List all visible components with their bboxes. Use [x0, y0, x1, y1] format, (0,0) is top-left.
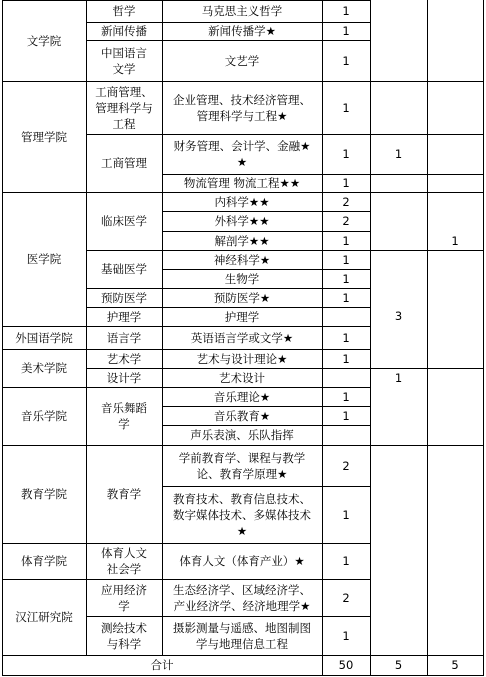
direction-cell: 物流管理 物流工程★★ — [183, 176, 301, 190]
count-cell: 1 — [342, 389, 350, 404]
count-cell: 1 — [342, 252, 350, 267]
discipline-cell: 工商管理 — [101, 156, 147, 170]
count-cell: 1 — [342, 628, 350, 643]
discipline-cell: 中国语言 文学 — [101, 45, 147, 76]
college-cell: 音乐学院 — [21, 409, 67, 423]
direction-cell: 摄影测量与遥感、地图制图 学与地理信息工程 — [173, 620, 311, 651]
direction-cell: 财务管理、会计学、金融★ ★ — [173, 139, 311, 169]
discipline-cell: 护理学 — [106, 309, 142, 324]
direction-cell: 新闻传播学★ — [208, 24, 276, 38]
count-cell: 1 — [342, 507, 350, 522]
college-cell: 美术学院 — [21, 361, 67, 375]
direction-cell: 内科学★★ — [214, 194, 270, 209]
count-cell: 1 — [342, 233, 350, 248]
direction-cell: 艺术设计 — [219, 370, 265, 385]
college-cell: 体育学院 — [21, 554, 67, 568]
discipline-cell: 应用经济 学 — [101, 582, 147, 613]
discipline-cell: 临床医学 — [101, 214, 147, 228]
direction-cell: 马克思主义哲学 — [201, 4, 283, 18]
college-cell: 医学院 — [26, 252, 62, 266]
recruitment-table — [2, 0, 484, 676]
count-cell: 2 — [342, 194, 350, 209]
direction-cell: 音乐教育★ — [213, 408, 271, 423]
total-c1: 50 — [338, 658, 354, 672]
count-cell: 1 — [394, 147, 403, 161]
direction-cell: 预防医学★ — [213, 290, 271, 305]
count-cell: 1 — [342, 408, 350, 423]
count-cell: 1 — [451, 233, 459, 248]
discipline-cell: 哲学 — [112, 4, 136, 18]
count-cell: 1 — [394, 370, 403, 385]
college-cell: 管理学院 — [21, 129, 67, 144]
discipline-cell: 新闻传播 — [101, 24, 147, 38]
college-cell: 汉江研究院 — [15, 610, 73, 624]
college-cell: 文学院 — [26, 33, 62, 48]
count-cell: 1 — [342, 271, 350, 286]
direction-cell: 文艺学 — [224, 53, 260, 68]
discipline-cell: 测绘技术 与科学 — [101, 620, 147, 651]
direction-cell: 企业管理、技术经济管理、 管理科学与工程★ — [173, 92, 311, 123]
discipline-cell: 预防医学 — [101, 290, 147, 305]
count-cell: 1 — [342, 330, 350, 345]
college-cell: 外国语学院 — [15, 330, 73, 345]
direction-cell: 生态经济学、区域经济学、 产业经济学、经济地理学★ — [173, 582, 311, 613]
direction-cell: 护理学 — [224, 309, 260, 324]
direction-cell: 解剖学★★ — [214, 233, 270, 248]
count-cell: 1 — [342, 100, 350, 115]
count-cell: 2 — [342, 214, 350, 228]
direction-cell: 生物学 — [224, 271, 260, 286]
direction-cell: 学前教育学、课程与教学 论、教育学原理★ — [178, 450, 306, 481]
count-cell: 1 — [342, 53, 350, 68]
direction-cell: 神经科学★ — [213, 252, 271, 267]
count-cell: 1 — [342, 4, 350, 18]
total-c2: 5 — [394, 658, 403, 672]
count-cell: 1 — [342, 351, 350, 366]
count-cell: 1 — [342, 24, 350, 38]
discipline-cell: 语言学 — [106, 330, 142, 345]
count-cell: 1 — [342, 176, 350, 190]
discipline-cell: 音乐舞蹈 学 — [101, 401, 147, 431]
total-c3: 5 — [451, 658, 459, 672]
count-cell: 1 — [342, 554, 350, 568]
discipline-cell: 工商管理、 管理科学与 工程 — [95, 84, 153, 131]
discipline-cell: 体育人文 社会学 — [101, 546, 147, 576]
count-cell: 2 — [342, 590, 350, 605]
count-cell: 3 — [394, 309, 403, 323]
direction-cell: 体育人文（体育产业）★ — [179, 554, 305, 568]
discipline-cell: 基础医学 — [101, 262, 147, 276]
direction-cell: 教育技术、教育信息技术、 数字媒体技术、多媒体技术 ★ — [173, 491, 311, 538]
total-label: 合计 — [150, 658, 174, 672]
count-cell: 1 — [342, 147, 350, 161]
count-cell: 2 — [342, 458, 350, 473]
direction-cell: 声乐表演、乐队指挥 — [190, 428, 294, 442]
direction-cell: 外科学★★ — [214, 214, 270, 228]
count-cell: 1 — [342, 290, 350, 305]
discipline-cell: 教育学 — [106, 487, 142, 501]
direction-cell: 英语语言学或文学★ — [190, 330, 294, 345]
direction-cell: 音乐理论★ — [213, 389, 271, 404]
discipline-cell: 艺术学 — [106, 351, 142, 366]
direction-cell: 艺术与设计理论★ — [196, 351, 288, 366]
college-cell: 教育学院 — [21, 487, 67, 501]
discipline-cell: 设计学 — [106, 370, 142, 385]
